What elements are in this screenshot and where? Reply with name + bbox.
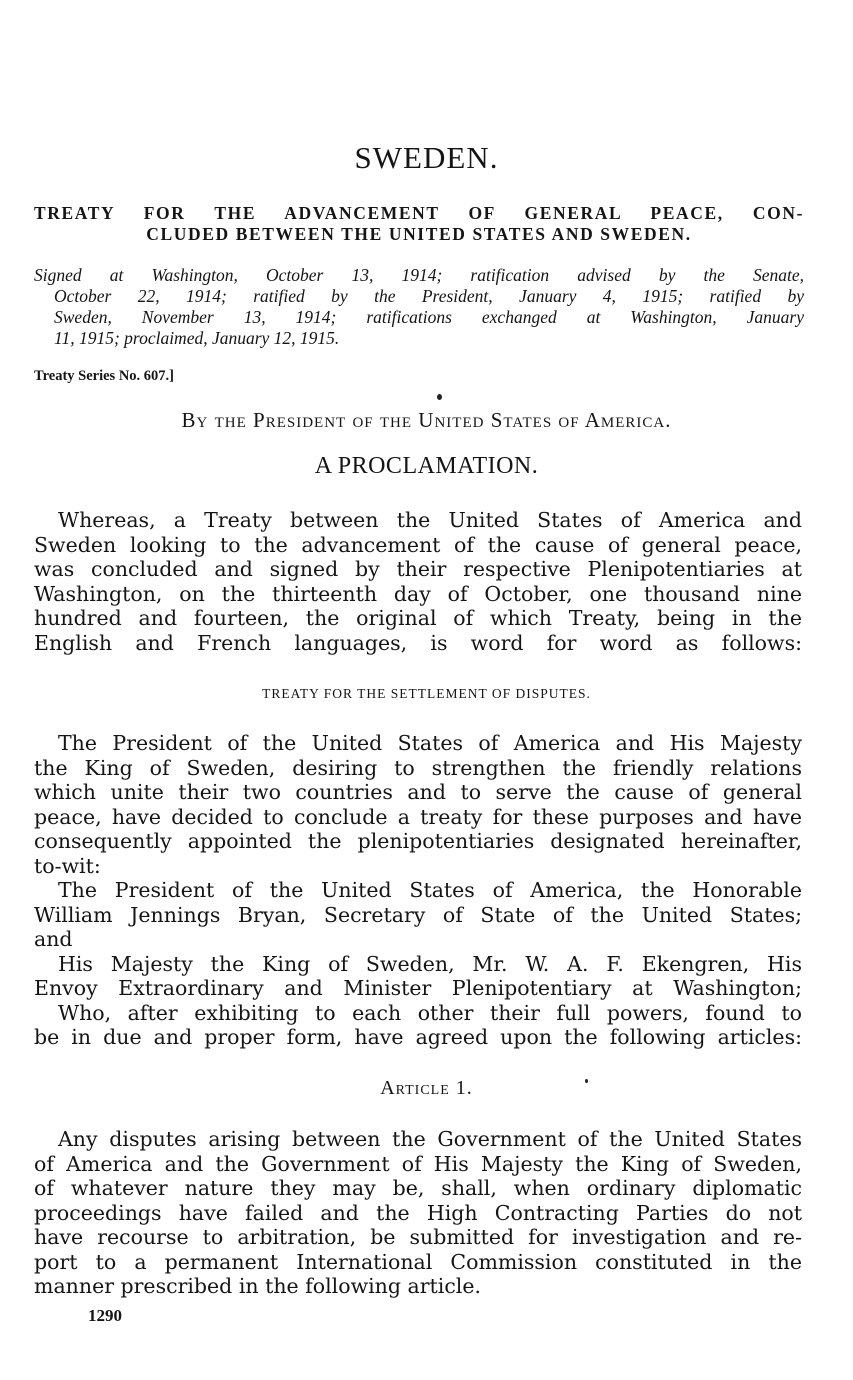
paragraph-line: Envoy Extraordinary and Minister Plenipotentiary at Washington; xyxy=(34,976,802,1000)
paragraph-line: peace, have decided to conclude a treaty for these purposes and have xyxy=(34,804,802,829)
preamble-paragraph xyxy=(34,731,802,1050)
paragraph-line: The President of the United States of America and His Majesty xyxy=(58,731,802,755)
paragraph-line: consequently appointed the plenipotentiaries designated hereinafter, xyxy=(34,829,802,853)
subtitle-line-2: CLUDED BETWEEN THE UNITED STATES AND SWEDEN. xyxy=(146,224,692,244)
paragraph-line: was concluded and signed by their respective Plenipotentiaries at xyxy=(34,557,802,581)
paragraph-line: Sweden looking to the advancement of the cause of general peace, xyxy=(34,532,802,557)
paragraph-line: English and French languages, is word for word as follows: xyxy=(34,630,802,655)
article-1-paragraph xyxy=(34,1127,802,1299)
ink-speck xyxy=(585,1079,588,1083)
article-heading: Article 1. xyxy=(380,1077,473,1099)
paragraph-line: proceedings have failed and the High Contracting Parties do not xyxy=(34,1200,802,1225)
paragraph-line: of whatever nature they may be, shall, when ordinary diplomatic xyxy=(34,1176,802,1200)
paragraph-line: to-wit: xyxy=(34,853,101,878)
treaty-subtitle xyxy=(34,203,804,245)
paragraph-line: be in due and proper form, have agreed upon the following articles: xyxy=(34,1025,802,1049)
paragraph-line: Washington, on the thirteenth day of October, one thousand nine xyxy=(34,581,802,606)
paragraph-line: Any disputes arising between the Government of the United States xyxy=(58,1127,802,1151)
treaty-series-number: Treaty Series No. 607.] xyxy=(34,368,175,384)
signing-line: October 22, 1914; ratified by the President, January 4, 1915; ratified by xyxy=(54,286,804,306)
paragraph-line: His Majesty the King of Sweden, Mr. W. A. F. Ekengren, His xyxy=(58,951,802,976)
paragraph-line: The President of the United States of America, the Honorable xyxy=(58,878,802,902)
signing-line: 11, 1915; proclaimed, January 12, 1915. xyxy=(54,328,340,348)
paragraph-line: William Jennings Bryan, Secretary of State of the United States; xyxy=(34,902,802,927)
ink-speck xyxy=(437,394,442,400)
proclamation-byline: By the President of the United States of America. xyxy=(181,408,672,432)
paragraph-line: the King of Sweden, desiring to strengthen the friendly relations xyxy=(34,755,802,780)
proclamation-heading: A PROCLAMATION. xyxy=(314,453,539,479)
paragraph-line: and xyxy=(34,927,73,951)
page-number: 1290 xyxy=(88,1306,122,1325)
paragraph-line: of America and the Government of His Majesty the King of Sweden, xyxy=(34,1151,802,1176)
paragraph-line: have recourse to arbitration, be submitted for investigation and re- xyxy=(34,1225,802,1249)
paragraph-line: port to a permanent International Commission constituted in the xyxy=(34,1249,802,1274)
settlement-heading: TREATY FOR THE SETTLEMENT OF DISPUTES. xyxy=(262,686,591,701)
signing-line: Signed at Washington, October 13, 1914; ratification advised by the Senate, xyxy=(34,265,804,285)
signing-line: Sweden, November 13, 1914; ratifications exchanged at Washington, January xyxy=(54,307,804,327)
paragraph-line: which unite their two countries and to serve the cause of general xyxy=(34,780,802,804)
paragraph-line: hundred and fourteen, the original of which Treaty, being in the xyxy=(34,606,802,630)
paragraph-line: Who, after exhibiting to each other their full powers, found to xyxy=(58,1000,802,1025)
signing-details xyxy=(34,265,804,349)
document-title: SWEDEN. xyxy=(354,140,499,175)
paragraph-line: Whereas, a Treaty between the United States of America and xyxy=(58,508,802,532)
subtitle-line-1: TREATY FOR THE ADVANCEMENT OF GENERAL PEACE, CON- xyxy=(34,203,804,223)
paragraph-line: manner prescribed in the following article. xyxy=(34,1274,482,1298)
whereas-paragraph xyxy=(34,508,802,655)
